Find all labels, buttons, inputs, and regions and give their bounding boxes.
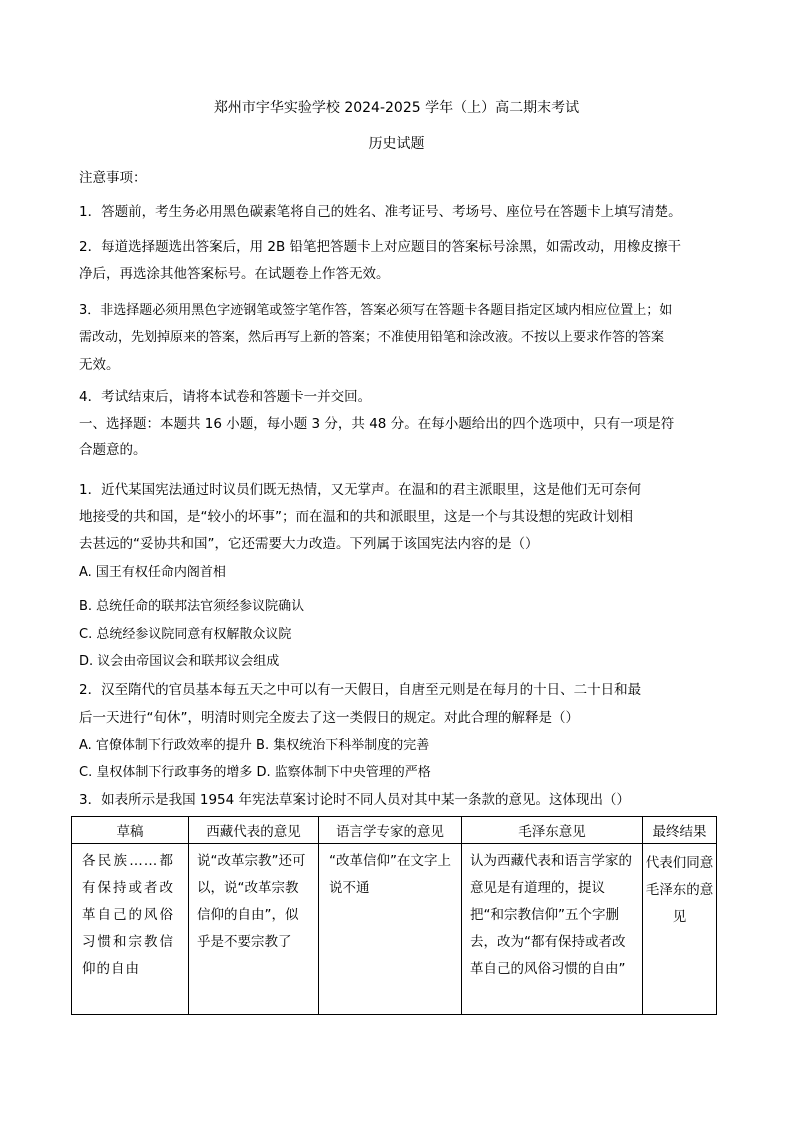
q2-options-cd: C. 皇权体制下行政事务的增多 D. 监察体制下中央管理的严格 (79, 765, 431, 780)
header-tibet-opinion: 西藏代表的意见 (189, 817, 319, 844)
header-mao-opinion: 毛泽东意见 (462, 817, 643, 844)
q2-stem-line-1: 2．汉至隋代的官员基本每五天之中可以有一天假日，自唐至元则是在每月的十日、二十日和最 (79, 682, 642, 698)
header-draft: 草稿 (72, 817, 189, 844)
notice-item-2-cont: 净后，再选涂其他答案标号。在试题卷上作答无效。 (79, 266, 390, 282)
q1-option-d: D. 议会由帝国议会和联邦议会组成 (79, 654, 280, 669)
header-linguist-opinion: 语言学专家的意见 (319, 817, 462, 844)
cell-final-result: 代表们同意毛泽东的意见 (643, 844, 717, 1015)
cell-mao-opinion: 认为西藏代表和语言学家的意见是有道理的，提议把“和宗教信仰”五个字删去，改为“都有保持或者改革自己的风俗习惯的自由” (462, 844, 643, 1015)
q1-option-b: B. 总统任命的联邦法官须经参议院确认 (79, 599, 305, 614)
q1-stem-line-2: 地接受的共和国，是“较小的坏事”；而在温和的共和派眼里，这是一个与其设想的宪政计划相 (79, 509, 633, 525)
cell-tibet-opinion: 说“改革宗教”还可以，说“改革宗教信仰的自由”，似乎是不要宗教了 (189, 844, 319, 1015)
notice-item-1: 1．答题前，考生务必用黑色碳素笔将自己的姓名、准考证号、考场号、座位号在答题卡上填写清楚。 (79, 204, 682, 220)
school-exam-title: 郑州市宇华实验学校 2024-2025 学年（上）高二期末考试 (213, 100, 580, 116)
notice-heading: 注意事项： (79, 170, 147, 186)
notice-item-3: 3．非选择题必须用黑色字迹钢笔或签字笔作答，答案必须写在答题卡各题目指定区域内相应位置上；如 (79, 303, 673, 318)
notice-item-3-end: 无效。 (79, 357, 120, 373)
q1-stem-line-3: 去甚远的“妥协共和国”，它还需要大力改造。下列属于该国宪法内容的是（） (79, 536, 539, 552)
q2-options-ab: A. 官僚体制下行政效率的提升 B. 集权统治下科举制度的完善 (79, 738, 430, 753)
q3-opinion-table (71, 816, 717, 1015)
table-row (72, 844, 717, 1015)
cell-linguist-opinion: “改革信仰”在文字上说不通 (319, 844, 462, 1015)
q1-option-a: A. 国王有权任命内阁首相 (79, 565, 226, 580)
q3-stem: 3．如表所示是我国 1954 年宪法草案讨论时不同人员对其中某一条款的意见。这体现出（） (79, 792, 631, 808)
section-heading-cont: 合题意的。 (79, 442, 147, 458)
q2-stem-line-2: 后一天进行“旬休”，明清时则完全废去了这一类假日的规定。对此合理的解释是（） (79, 710, 579, 726)
subject-title: 历史试题 (368, 136, 425, 152)
table-header-row (72, 817, 717, 844)
section-heading: 一、选择题：本题共 16 小题，每小题 3 分，共 48 分。在每小题给出的四个选项中，只有一项是符 (79, 416, 675, 432)
notice-item-4: 4．考试结束后，请将本试卷和答题卡一并交回。 (79, 389, 372, 405)
notice-item-2: 2．每道选择题选出答案后，用 2B 铅笔把答题卡上对应题目的答案标号涂黑，如需改动，用橡皮擦干 (79, 239, 682, 255)
header-final-result: 最终结果 (643, 817, 717, 844)
cell-draft: 各民族……都有保持或者改革自己的风俗习惯和宗教信仰的自由 (72, 844, 189, 1015)
notice-item-3-cont: 需改动，先划掉原来的答案，然后再写上新的答案；不准使用铅笔和涂改液。不按以上要求作答的答案 (79, 330, 665, 345)
q1-option-c: C. 总统经参议院同意有权解散众议院 (79, 627, 292, 642)
q1-stem-line-1: 1．近代某国宪法通过时议员们既无热情，又无掌声。在温和的君主派眼里，这是他们无可奈何 (79, 482, 642, 498)
